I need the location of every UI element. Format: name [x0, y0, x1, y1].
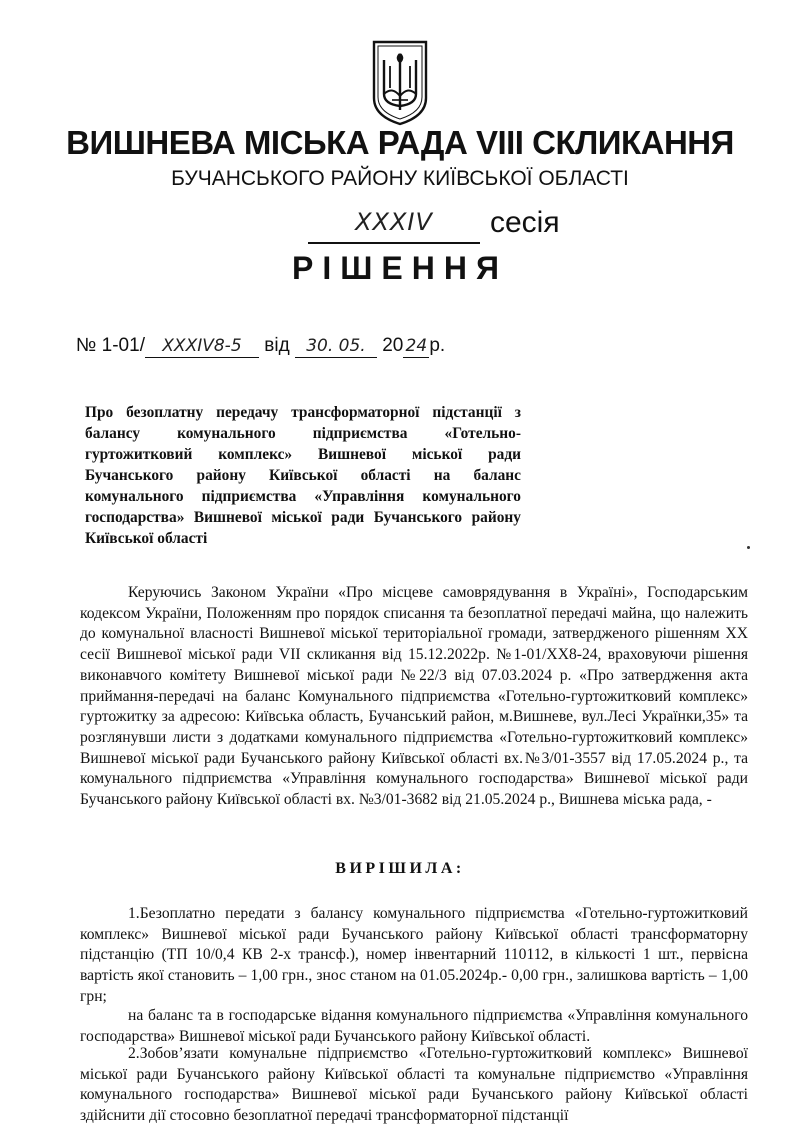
date-prefix: від — [264, 335, 290, 356]
year-suffix: р. — [429, 335, 446, 356]
session-line — [308, 205, 608, 245]
resolution-item-1-continuation: на баланс та в господарське відання комунального підприємства «Управління комунального господарства» Вишневої міської ради Бучанського району Київської області. — [80, 1007, 748, 1045]
scan-dot — [747, 546, 750, 549]
resolution-item-2: 2.Зобов’язати комунальне підприємство «Готельно-гуртожитковий комплекс» Вишневої міської ради Бучанського району Київської області та комунальне підприємство «Управління комунального господарства» Вишневої міської ради Бучанського району Київської області здійснити дії стосовно безоплатної передачі трансформаторної підстанції — [80, 1045, 748, 1125]
session-number-handwritten: XXXIV — [308, 205, 480, 244]
decision-number-line — [76, 335, 445, 365]
decision-number-prefix: № 1-01/ — [76, 335, 145, 356]
year-handwritten: 24 — [403, 335, 429, 358]
decision-number-handwritten: XXXIV8-5 — [145, 335, 259, 358]
resolved-heading: ВИРІШИЛА: — [335, 860, 465, 877]
decision-title: РІШЕННЯ — [292, 250, 508, 286]
session-word: сесія — [490, 206, 560, 239]
year-printed: 20 — [382, 335, 404, 356]
resolution-item-1: 1.Безоплатно передати з балансу комунального підприємства «Готельно-гуртожитковий комплекс» Вишневої міської ради Бучанського району Київської області трансформаторну підстанцію (ТП 10/0,4 КВ 2-х трансф.), номер інвентарний 110112, в кількості 1 шт., первісна вартість якої становить – 1,00 грн., знос станом на 01.05.2024р.- 0,00 грн., залишкова вартість – 1,00 грн; — [80, 905, 748, 1005]
coat-of-arms-icon — [370, 40, 430, 126]
council-title: ВИШНЕВА МІСЬКА РАДА VIII СКЛИКАННЯ — [66, 124, 734, 161]
decision-subject: Про безоплатну передачу трансформаторної підстанції з балансу комунального підприємства «Готельно-гуртожитковий комплекс» Вишневої міської ради Бучанського району Київської області на баланс комунального підприємства «Управління комунального господарства» Вишневої міської ради Бучанського району Київської області — [85, 404, 521, 547]
council-subtitle: БУЧАНСЬКОГО РАЙОНУ КИЇВСЬКОЇ ОБЛАСТІ — [171, 167, 629, 190]
preamble-paragraph: Керуючись Законом України «Про місцеве самоврядування в Україні», Господарським кодексом України, Положенням про порядок списання та безоплатної передачі майна, що належить до комунальної власності Вишневої міської територіальної громади, затвердженого рішенням XX сесії Вишневої міської ради VII скликання від 15.12.2022р. №1-01/XX8-24, враховуючи рішення виконавчого комітету Вишневої міської ради №22/3 від 07.03.2024 р. «Про затвердження акта приймання-передачі на баланс Комунального підприємства «Готельно-гуртожитковий комплекс» гуртожитку за адресою: Київська область, Бучанський район, м.Вишневе, вул.Лесі Українки,35» та розглянувши листи з додатками комунального підприємства «Готельно-гуртожитковий комплекс» Вишневої міської ради Бучанського району Київської області вх.№3/01-3557 від 17.05.2024 р., та комунального підприємства «Управління комунального господарства» Вишневої міської ради Бучанського району Київської області вх. №3/01-3682 від 21.05.2024 р., Вишнева міська рада, - — [80, 584, 748, 809]
date-handwritten: 30. 05. — [295, 335, 377, 358]
